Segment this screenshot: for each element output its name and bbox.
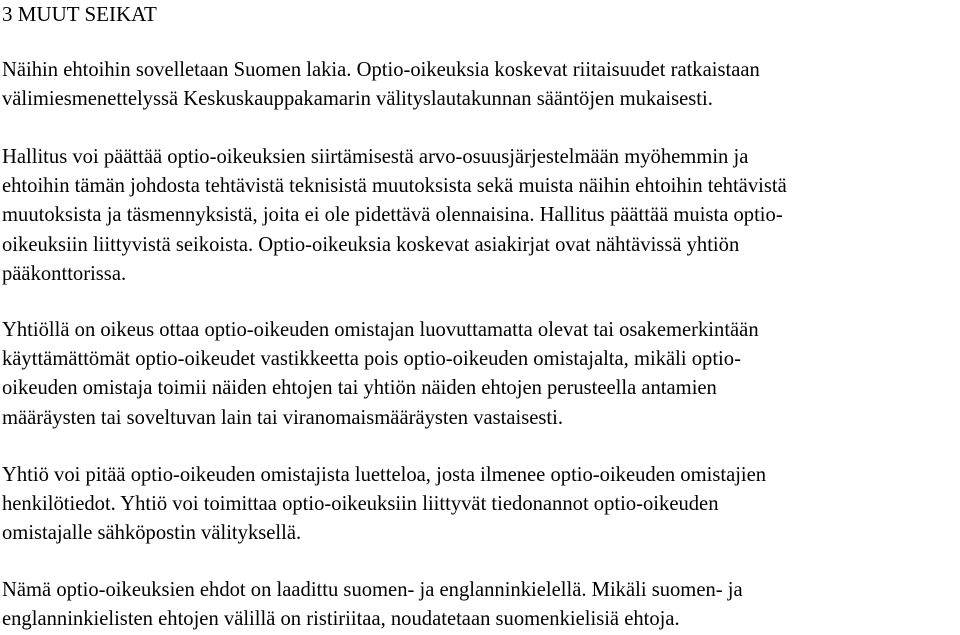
text-line: omistajalle sähköpostin välityksellä. (2, 522, 302, 545)
text-line: englanninkielisten ehtojen välillä on ristiriitaa, noudatetaan suomenkielisiä ehtoja. (2, 608, 680, 631)
text-line: Yhtiöllä on oikeus ottaa optio-oikeuden omistajan luovuttamatta olevat tai osakemerkintään (2, 319, 759, 341)
paragraph-board-decisions (2, 143, 954, 289)
paragraph-register (2, 461, 954, 549)
text-line: välimiesmenettelyssä Keskuskauppakamarin välityslautakunnan sääntöjen mukaisesti. (2, 88, 713, 111)
text-line: oikeuden omistaja toimii näiden ehtojen tai yhtiön näiden ehtojen perusteella antamien (2, 377, 717, 400)
text-line: oikeuksiin liittyvistä seikoista. Optio-oikeuksia koskevat asiakirjat ovat nähtävissä yhtiön (2, 233, 740, 256)
paragraph-languages (2, 576, 954, 634)
text-line: määräysten tai soveltuvan lain tai viranomaismääräysten vastaisesti. (2, 406, 563, 429)
text-line: Näihin ehtoihin sovelletaan Suomen lakia. Optio-oikeuksia koskevat riitaisuudet ratkaistaan (2, 59, 760, 81)
text-line: Hallitus voi päättää optio-oikeuksien siirtämisestä arvo-osuusjärjestelmään myöhemmin ja (2, 146, 749, 168)
paragraph-company-rights (2, 316, 954, 433)
paragraph-governing-law (2, 56, 954, 114)
text-line: pääkonttorissa. (2, 262, 127, 285)
text-line: Nämä optio-oikeuksien ehdot on laadittu suomen- ja englanninkielellä. Mikäli suomen- ja (2, 579, 743, 601)
text-line: ehtoihin tämän johdosta tehtävistä teknisistä muutoksista sekä muista näihin ehtoihin tehtävistä (2, 175, 787, 198)
text-line: Yhtiö voi pitää optio-oikeuden omistajista luetteloa, josta ilmenee optio-oikeuden omistajien (2, 464, 767, 486)
text-line: muutoksista ja täsmennyksistä, joita ei ole pidettävä olennaisina. Hallitus päättää muista optio- (2, 204, 783, 227)
text-line: käyttämättömät optio-oikeudet vastikkeetta pois optio-oikeuden omistajalta, mikäli optio- (2, 348, 741, 371)
section-heading: 3 MUUT SEIKAT (2, 2, 157, 26)
text-line: henkilötiedot. Yhtiö voi toimittaa optio-oikeuksiin liittyvät tiedonannot optio-oikeuden (2, 493, 719, 516)
